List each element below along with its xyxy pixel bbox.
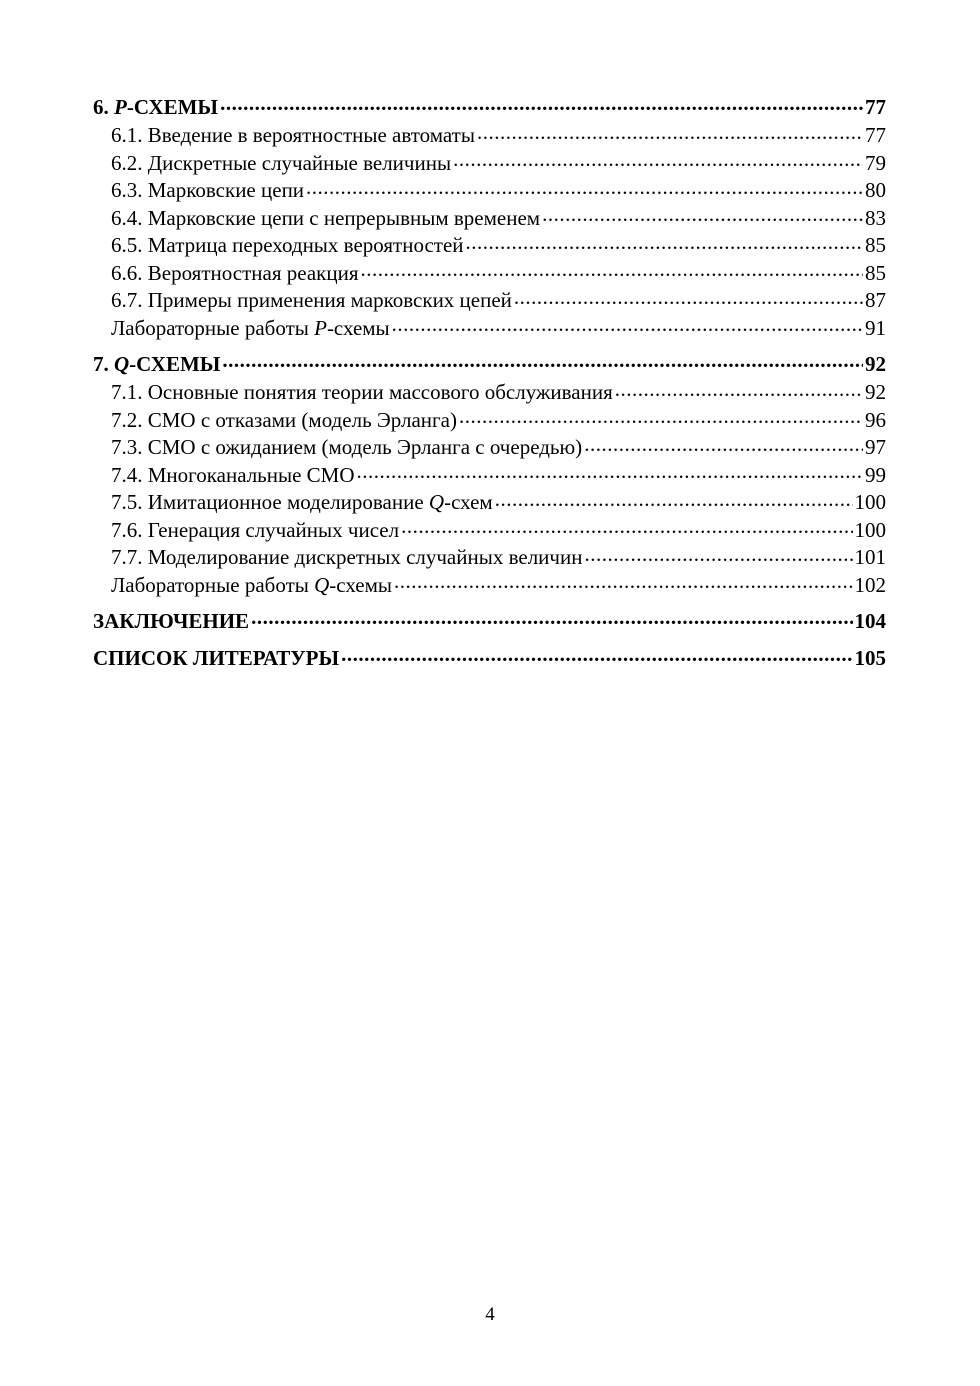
page-number: 4 — [485, 1304, 495, 1325]
toc-page-number: 85 — [865, 233, 886, 257]
toc-item-label: 6.6. Вероятностная реакция — [111, 260, 359, 285]
toc-page-number: 104 — [854, 609, 886, 633]
dot-leader — [514, 286, 863, 307]
toc-page-number: 77 — [865, 95, 886, 119]
toc-item-label: 6.4. Марковские цепи с непрерывным временем — [111, 205, 541, 230]
toc-item-label: 6.2. Дискретные случайные величины — [111, 150, 452, 175]
toc-item-label: 7.2. СМО с отказами (модель Эрланга) — [111, 407, 457, 432]
toc-references-label: СПИСОК ЛИТЕРАТУРЫ — [93, 646, 340, 670]
dot-leader — [394, 571, 852, 592]
dot-leader — [251, 607, 852, 628]
toc-page-number: 96 — [865, 407, 886, 432]
toc-page-number: 92 — [865, 380, 886, 404]
toc-page-number: 97 — [865, 435, 886, 459]
toc-item-6-6[interactable] — [93, 259, 886, 287]
toc-item-6-5[interactable] — [93, 231, 886, 259]
toc-item-7-2[interactable] — [93, 406, 886, 434]
toc-item-7-lab[interactable] — [93, 571, 886, 599]
toc-item-6-7[interactable] — [93, 286, 886, 314]
toc-item-label: Лабораторные работы P-схемы — [111, 315, 390, 340]
toc-item-6-2[interactable] — [93, 149, 886, 177]
toc-item-7-3[interactable] — [93, 433, 886, 461]
toc-section-7[interactable] — [93, 350, 886, 378]
toc-item-7-5[interactable] — [93, 488, 886, 516]
toc-item-7-7[interactable] — [93, 543, 886, 571]
toc-page-number: 92 — [865, 352, 886, 376]
toc-item-label: 6.5. Матрица переходных вероятностей — [111, 233, 464, 257]
toc-page-number: 99 — [865, 462, 886, 487]
toc-page-number: 91 — [865, 315, 886, 340]
toc-item-label: 6.1. Введение в вероятностные автоматы — [111, 123, 475, 147]
toc-item-7-6[interactable] — [93, 516, 886, 544]
toc-item-7-1[interactable] — [93, 378, 886, 406]
toc-page-number: 102 — [854, 572, 886, 597]
toc-section-7-label: 7. Q-СХЕМЫ — [93, 352, 221, 376]
toc-page-number: 79 — [865, 150, 886, 175]
toc-item-label: 7.7. Моделирование дискретных случайных величин — [111, 545, 583, 569]
dot-leader — [615, 378, 863, 399]
dot-leader — [392, 314, 863, 335]
toc-item-label: 6.3. Марковские цепи — [111, 178, 305, 202]
toc-item-label: 7.1. Основные понятия теории массового обслуживания — [111, 380, 613, 404]
dot-leader — [357, 461, 863, 482]
toc-conclusion[interactable] — [93, 607, 886, 635]
dot-leader — [584, 433, 863, 454]
toc-item-label: 7.5. Имитационное моделирование Q-схем — [111, 490, 493, 514]
table-of-contents — [93, 93, 886, 672]
toc-page-number: 105 — [854, 646, 886, 670]
dot-leader — [222, 350, 863, 371]
toc-item-7-4[interactable] — [93, 461, 886, 489]
toc-item-6-lab[interactable] — [93, 314, 886, 342]
dot-leader — [453, 149, 863, 170]
toc-item-label: 7.3. СМО с ожиданием (модель Эрланга с очередью) — [111, 435, 583, 459]
toc-page-number: 80 — [865, 178, 886, 202]
toc-item-label: 7.6. Генерация случайных чисел — [111, 517, 400, 542]
toc-conclusion-label: ЗАКЛЮЧЕНИЕ — [93, 609, 250, 633]
toc-section-6[interactable] — [93, 93, 886, 121]
toc-item-6-4[interactable] — [93, 204, 886, 232]
toc-references[interactable] — [93, 644, 886, 672]
dot-leader — [466, 231, 863, 252]
toc-page-number: 85 — [865, 260, 886, 285]
toc-page-number: 101 — [854, 545, 886, 569]
toc-item-label: 6.7. Примеры применения марковских цепей — [111, 288, 512, 312]
toc-page-number: 100 — [854, 517, 886, 542]
toc-page-number: 100 — [854, 490, 886, 514]
toc-section-6-label: 6. P-СХЕМЫ — [93, 95, 219, 119]
dot-leader — [341, 644, 852, 665]
toc-page-number: 77 — [865, 123, 886, 147]
dot-leader — [459, 406, 863, 427]
dot-leader — [495, 488, 853, 509]
dot-leader — [220, 93, 863, 114]
dot-leader — [477, 121, 863, 142]
toc-item-label: 7.4. Многоканальные СМО — [111, 462, 355, 487]
toc-item-6-1[interactable] — [93, 121, 886, 149]
toc-item-label: Лабораторные работы Q-схемы — [111, 572, 393, 597]
toc-page-number: 87 — [865, 288, 886, 312]
dot-leader — [306, 176, 863, 197]
dot-leader — [360, 259, 863, 280]
dot-leader — [542, 204, 863, 225]
dot-leader — [584, 543, 852, 564]
dot-leader — [401, 516, 852, 537]
toc-item-6-3[interactable] — [93, 176, 886, 204]
toc-page-number: 83 — [865, 205, 886, 230]
